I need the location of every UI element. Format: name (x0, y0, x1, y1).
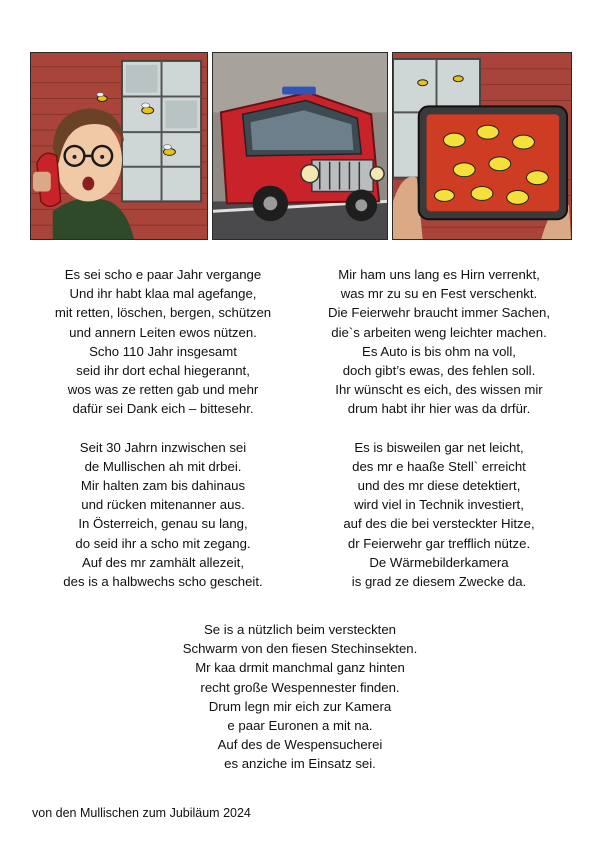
poem-line: und des mr diese detektiert, (357, 478, 521, 494)
poem-line: is grad ze diesem Zwecke da. (351, 574, 527, 590)
poem-line: do seid ihr a scho mit zegang. (75, 535, 251, 551)
poem-line: e paar Euronen a mit na. (227, 718, 373, 734)
poem-line: die`s arbeiten weng leichter machen. (331, 324, 547, 340)
poem-line: auf des die bei versteckter Hitze, (343, 516, 535, 532)
poem-line: Mir ham uns lang es Hirn verrenkt, (338, 267, 540, 282)
poem-line: und annern Leiten ewos nützen. (69, 324, 257, 340)
fire-truck-illustration (213, 53, 387, 239)
poem-right-column (308, 265, 570, 591)
poem-line: Ihr wünscht es eich, des wissen mir (335, 382, 543, 398)
poem-center-stanza (140, 620, 460, 774)
poem-line: Drum legn mir eich zur Kamera (208, 698, 392, 714)
stanza (308, 438, 570, 592)
poem-left-column (32, 265, 294, 591)
panel-woman-phone (30, 52, 208, 240)
poem-line: wos was ze retten gab und mehr (67, 382, 259, 398)
thermal-camera-illustration (393, 53, 571, 239)
poem-line: recht große Wespennester finden. (200, 679, 400, 695)
poem-line: Scho 110 Jahr insgesamt (89, 343, 237, 359)
stanza (32, 265, 294, 419)
poem-line: und rücken mitenanner aus. (81, 497, 245, 513)
stanza (32, 438, 294, 592)
poem-line: doch gibt’s ewas, des fehlen soll. (342, 363, 536, 379)
poem-line: es anziche im Einsatz sei. (224, 756, 376, 772)
poem-line: De Wärmebilderkamera (369, 554, 509, 570)
poem-line: Und ihr habt klaa mal agefange, (69, 286, 257, 302)
poem-line: mit retten, löschen, bergen, schützen (54, 305, 272, 321)
stanza (140, 620, 460, 774)
poem-line: Es sei scho e paar Jahr vergange (64, 267, 262, 282)
poem-line: Mr kaa drmit manchmal ganz hinten (195, 660, 405, 676)
panel-thermal-camera (392, 52, 572, 240)
poem-line: Die Feierwehr braucht immer Sachen, (327, 305, 551, 321)
poem-line: dr Feierwehr gar trefflich nütze. (347, 535, 531, 551)
poem-line: Es Auto is bis ohm na voll, (362, 343, 516, 359)
poem-line: Schwarm von den fiesen Stechinsekten. (182, 641, 418, 657)
poem-line: des is a halbwechs scho gescheit. (63, 574, 263, 590)
poem-line: Auf des de Wespensucherei (217, 737, 383, 753)
stanza (308, 265, 570, 419)
panel-fire-truck (212, 52, 388, 240)
poem-line: drum habt ihr hier was da drfür. (347, 401, 531, 417)
poem-line: seid ihr dort echal hiegerannt, (76, 363, 250, 379)
poem-line: dafür sei Dank eich – bittesehr. (72, 401, 254, 417)
poem-line: In Österreich, genau su lang, (78, 516, 248, 532)
woman-phone-illustration (31, 53, 207, 239)
poem-line: Es is bisweilen gar net leicht, (354, 439, 524, 455)
poem-line: Se is a nützlich beim versteckten (203, 622, 397, 637)
footer-signature: von den Mullischen zum Jubiläum 2024 (32, 806, 251, 820)
comic-strip (30, 52, 572, 240)
poem-line: de Mullischen ah mit drbei. (84, 458, 242, 474)
poem-line: Mir halten zam bis dahinaus (80, 478, 246, 494)
poem-line: Seit 30 Jahrn inzwischen sei (79, 439, 247, 455)
poem-line: Auf des mr zamhält allezeit, (82, 554, 244, 570)
poem-line: des mr e haaße Stell` erreicht (352, 458, 526, 474)
poem-line: wird viel in Technik investiert, (354, 497, 524, 513)
poem-line: was mr zu su en Fest verschenkt. (340, 286, 538, 302)
